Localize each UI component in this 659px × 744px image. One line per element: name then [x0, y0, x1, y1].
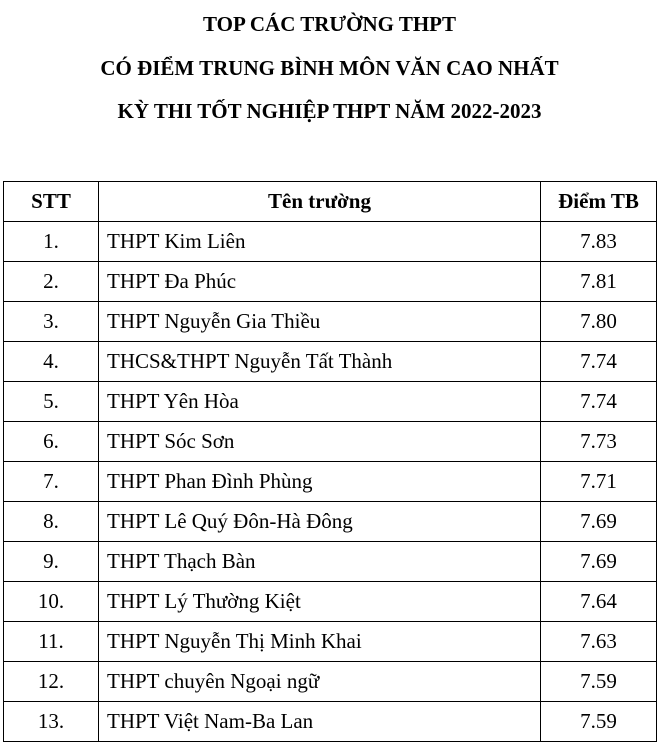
table-header-row [4, 182, 657, 222]
score-cell: 7.80 [541, 302, 657, 342]
school-name-cell: THPT Yên Hòa [99, 382, 541, 422]
score-cell: 7.81 [541, 262, 657, 302]
score-cell: 7.59 [541, 662, 657, 702]
score-cell: 7.73 [541, 422, 657, 462]
school-name-cell: THPT Kim Liên [99, 222, 541, 262]
stt-cell: 11. [4, 622, 99, 662]
header-stt: STT [4, 182, 99, 222]
table-row [4, 702, 657, 742]
score-cell: 7.69 [541, 542, 657, 582]
school-name-cell: THPT Nguyễn Thị Minh Khai [99, 622, 541, 662]
title-line-3: KỲ THI TỐT NGHIỆP THPT NĂM 2022-2023 [117, 99, 542, 123]
header-average-score: Điểm TB [541, 182, 657, 222]
school-name-cell: THPT Lý Thường Kiệt [99, 582, 541, 622]
school-name-cell: THPT Thạch Bàn [99, 542, 541, 582]
school-name-cell: THPT chuyên Ngoại ngữ [99, 662, 541, 702]
table-row [4, 342, 657, 382]
table-row [4, 382, 657, 422]
school-name-cell: THPT Nguyễn Gia Thiều [99, 302, 541, 342]
table-row [4, 582, 657, 622]
score-cell: 7.59 [541, 702, 657, 742]
score-cell: 7.69 [541, 502, 657, 542]
stt-cell: 10. [4, 582, 99, 622]
table-row [4, 302, 657, 342]
stt-cell: 9. [4, 542, 99, 582]
table-row [4, 422, 657, 462]
table-row [4, 262, 657, 302]
table-row [4, 622, 657, 662]
table-row [4, 222, 657, 262]
score-cell: 7.74 [541, 342, 657, 382]
stt-cell: 2. [4, 262, 99, 302]
score-cell: 7.83 [541, 222, 657, 262]
stt-cell: 3. [4, 302, 99, 342]
title-line-2: CÓ ĐIỂM TRUNG BÌNH MÔN VĂN CAO NHẤT [100, 56, 559, 80]
stt-cell: 4. [4, 342, 99, 382]
school-name-cell: THPT Việt Nam-Ba Lan [99, 702, 541, 742]
stt-cell: 7. [4, 462, 99, 502]
school-name-cell: THPT Lê Quý Đôn-Hà Đông [99, 502, 541, 542]
stt-cell: 13. [4, 702, 99, 742]
header-school-name: Tên trường [99, 182, 541, 222]
stt-cell: 6. [4, 422, 99, 462]
table-row [4, 502, 657, 542]
title-line-1: TOP CÁC TRƯỜNG THPT [202, 12, 456, 36]
table-row [4, 662, 657, 702]
score-cell: 7.64 [541, 582, 657, 622]
school-name-cell: THPT Sóc Sơn [99, 422, 541, 462]
score-cell: 7.63 [541, 622, 657, 662]
stt-cell: 12. [4, 662, 99, 702]
school-name-cell: THCS&THPT Nguyễn Tất Thành [99, 342, 541, 382]
school-name-cell: THPT Phan Đình Phùng [99, 462, 541, 502]
score-cell: 7.71 [541, 462, 657, 502]
stt-cell: 8. [4, 502, 99, 542]
table-row [4, 462, 657, 502]
ranking-table [3, 181, 657, 742]
stt-cell: 1. [4, 222, 99, 262]
score-cell: 7.74 [541, 382, 657, 422]
stt-cell: 5. [4, 382, 99, 422]
table-row [4, 542, 657, 582]
school-name-cell: THPT Đa Phúc [99, 262, 541, 302]
